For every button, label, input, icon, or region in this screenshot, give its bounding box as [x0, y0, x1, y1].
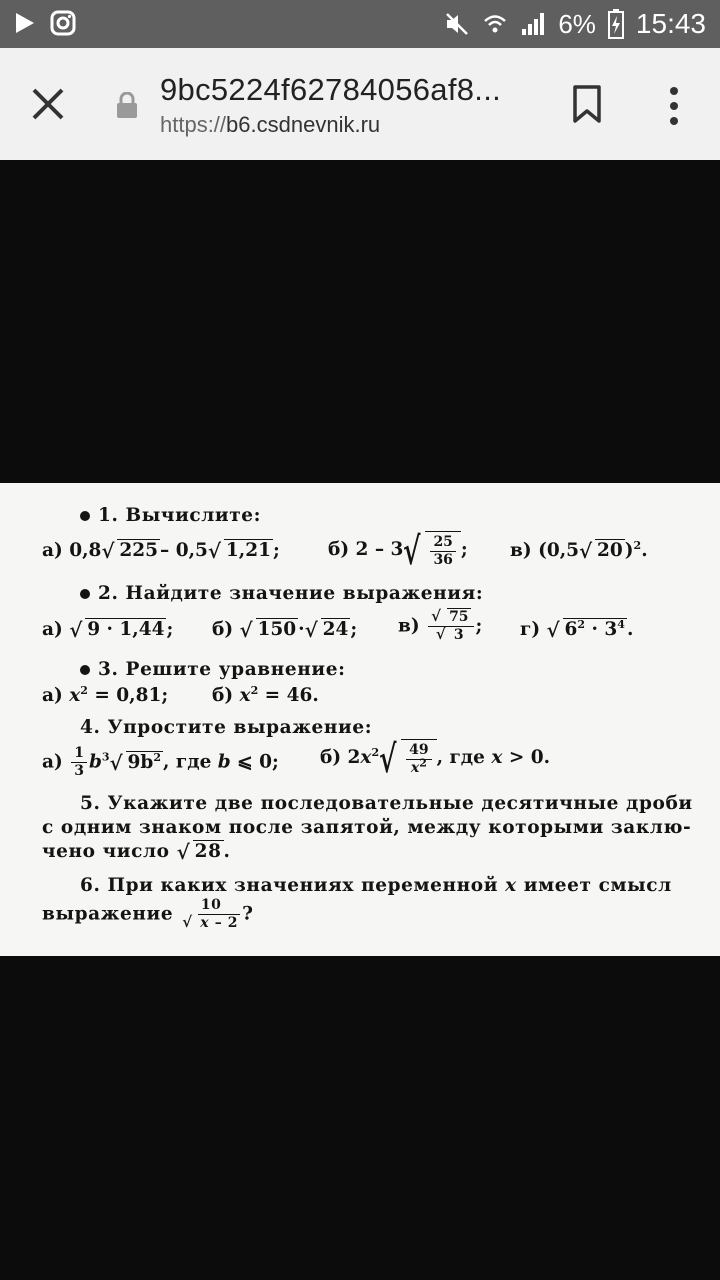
signal-icon — [520, 11, 546, 37]
task1-c: в) (0,5 √ 20 )$^2$. — [510, 538, 648, 563]
instagram-icon — [50, 10, 76, 36]
play-icon — [14, 11, 36, 35]
status-time: 15:43 — [635, 8, 706, 39]
bullet-icon — [80, 511, 90, 521]
browser-toolbar — [0, 48, 720, 160]
wifi-icon — [482, 11, 508, 37]
url-scheme: https:// — [160, 112, 227, 137]
task1-a: а) 0,8 √ 225 – 0,5 √ 1,21 ; — [42, 539, 280, 563]
task6-line2: выражение 10 √ x – 2 ? — [42, 897, 254, 931]
page-title[interactable]: 9bc5224f62784056af8... — [160, 72, 502, 107]
task5-line2: с одним знаком после запятой, между которыми заклю- — [42, 817, 692, 838]
status-bar — [0, 0, 720, 48]
task6-line1: 6. При каких значениях переменной x имеет смысл — [80, 875, 672, 896]
mute-icon — [444, 11, 470, 37]
task2-b: б) √ 150 · √ 24 ; — [212, 618, 358, 642]
url-host: b6.csdnevnik.ru — [226, 112, 381, 137]
task2-a: а) √ 9 · 1,44 ; — [42, 618, 174, 642]
bullet-icon — [80, 589, 90, 599]
document-image — [0, 483, 720, 956]
close-icon[interactable] — [28, 84, 68, 124]
task4-b: б) $2x^2$ √ $\frac{49}{x^2}$ , где x > 0. — [320, 736, 551, 781]
task2-d: г) √ $6^2 \cdot 3^4$ . — [520, 617, 634, 642]
bookmark-icon[interactable] — [570, 84, 604, 124]
task2-title: 2. Найдите значение выражения: — [80, 583, 483, 604]
task4-a: а) $\frac{1}{3}$ $b^3$ √ $9b^2$ , где b ⩽ 0; — [42, 745, 279, 779]
lock-icon — [116, 92, 138, 118]
task3-title: 3. Решите уравнение: — [80, 659, 346, 680]
task1-b: б) 2 – 3 √ $\frac{25}{36}$ ; — [328, 528, 468, 573]
task5-line1: 5. Укажите две последовательные десятичные дроби — [80, 793, 693, 814]
task2-c: в) √ 75 √ 3 ; — [398, 607, 483, 643]
task3-b: б) $x^2 = 46$. — [212, 683, 319, 706]
task3-a: а) $x^2 = 0,81$; — [42, 683, 169, 706]
task4-title: 4. Упростите выражение: — [80, 717, 373, 738]
more-options-icon[interactable] — [664, 86, 684, 126]
battery-percent: 6% — [558, 8, 596, 39]
page-url[interactable] — [160, 112, 380, 138]
bullet-icon — [80, 665, 90, 675]
task1-title: 1. Вычислите: — [80, 505, 261, 526]
battery-charging-icon — [608, 9, 624, 39]
task5-line3: чено число √ 28 . — [42, 840, 231, 864]
